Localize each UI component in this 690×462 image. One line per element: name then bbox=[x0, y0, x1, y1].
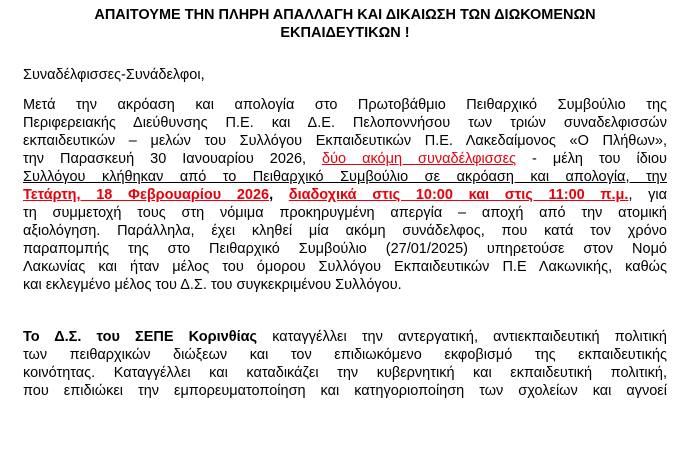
paragraph-1-line: και εκλεγμένο μέλος του Δ.Σ. του συγκεκριμένου Συλλόγου. bbox=[23, 277, 402, 293]
highlight-hearing-date: Τετάρτη, 18 Φεβρουαρίου 2026 bbox=[23, 187, 270, 203]
paragraph-2-line: που επιδιώκει την εμπορευματοποίηση και κατηγοριοποίηση των σχολείων και αγνοεί bbox=[23, 383, 667, 399]
paragraph-1-line bbox=[23, 186, 667, 204]
paragraph-1-line bbox=[23, 150, 667, 168]
paragraph-1-line: τη συμμετοχή τους στη νόμιμα προκηρυγμένη απεργία – αποχή από την ατομική bbox=[23, 205, 667, 221]
title-line-2: ΕΚΠΑΙΔΕΥΤΙΚΩΝ ! bbox=[280, 25, 410, 41]
paragraph-2-line bbox=[23, 328, 667, 346]
title-line-1: ΑΠΑΙΤΟΥΜΕ ΤΗΝ ΠΛΗΡΗ ΑΠΑΛΛΑΓΗ ΚΑΙ ΔΙΚΑΙΩΣΗ ΤΩΝ ΔΙΩΚΟΜΕΝΩΝ bbox=[94, 7, 596, 23]
paragraph-2-line: των πειθαρχικών διώξεων και τον επιδιωκόμενο εκφοβισμό της εκπαιδευτικής bbox=[23, 347, 667, 363]
paragraph-1-line: Περιφερειακής Διεύθυνσης Π.Ε. και Δ.Ε. Πελοποννήσου των τριών συναδελφισσών bbox=[23, 115, 667, 131]
greeting: Συναδέλφισσες-Συνάδελφοι, bbox=[23, 67, 205, 83]
members-text: - μέλη του ίδιου bbox=[516, 151, 667, 167]
paragraph-1-line: εκπαιδευτικών – μελών του Συλλόγου Εκπαιδευτικών Π.Ε. Λακεδαίμονος «Ο Πλήθων», bbox=[23, 133, 667, 149]
paragraph-1-line: Συλλόγου κλήθηκαν από το Πειθαρχικό Συμβούλιο σε ακρόαση και απολογία, την bbox=[23, 169, 667, 185]
date-text: την Παρασκευή 30 Ιανουαρίου 2026, bbox=[23, 151, 323, 167]
paragraph-1-line: αξιολόγηση. Παράλληλα, έχει κληθεί μία ακόμη συνάδελφος, που κατά τον χρόνο bbox=[23, 223, 667, 239]
separator-text: , bbox=[269, 187, 289, 203]
union-board-name: Το Δ.Σ. του ΣΕΠΕ Κορινθίας bbox=[23, 329, 258, 345]
highlight-two-colleagues: δύο ακόμη συναδέλφισσες bbox=[322, 151, 517, 167]
denounces-text: καταγγέλλει την αντεργατική, αντιεκπαιδευτική πολιτική bbox=[257, 329, 668, 345]
paragraph-2 bbox=[23, 328, 667, 400]
paragraph-1-line: Λακωνίας και ήταν μέλος του όμορου Συλλόγου Εκπαιδευτικών Π.Ε Λακωνικής, καθώς bbox=[23, 259, 667, 275]
paragraph-1 bbox=[23, 96, 667, 294]
paragraph-1-line: Μετά την ακρόαση και απολογία στο Πρωτοβάθμιο Πειθαρχικό Συμβούλιο της bbox=[23, 97, 667, 113]
highlight-hearing-times: διαδοχικά στις 10:00 και στις 11:00 π.μ. bbox=[288, 187, 629, 203]
for-text: , για bbox=[628, 187, 667, 203]
paragraph-1-line: παραπομπής της στο Πειθαρχικό Συμβούλιο (27/01/2025) υπηρετούσε στον Νομό bbox=[23, 241, 667, 257]
document-title bbox=[0, 6, 690, 42]
paragraph-2-line: κοινότητας. Καταγγέλλει και καταδικάζει την κυβερνητική και εκπαιδευτική πολιτική, bbox=[23, 365, 667, 381]
